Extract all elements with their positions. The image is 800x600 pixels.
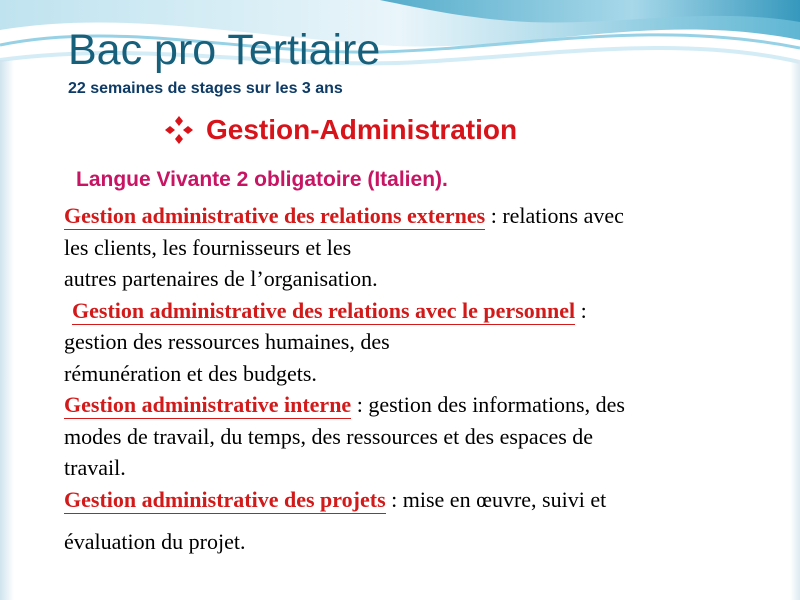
item-title: Gestion administrative interne [64, 392, 352, 417]
section-heading-text: Gestion-Administration [206, 114, 518, 145]
diamond-bullet-icon [164, 115, 194, 145]
right-edge-shade [790, 60, 800, 600]
item-4-line-2: évaluation du projet. [64, 529, 246, 554]
left-edge-shade [0, 60, 14, 600]
item-title: Gestion administrative des relations externes [64, 203, 486, 228]
item-text: : mise en œuvre, suivi et [385, 486, 607, 512]
item-1-line-3: autres partenaires de l’organisation. [64, 266, 378, 291]
item-text: : [575, 297, 587, 323]
item-1-line-2: les clients, les fournisseurs et les [64, 234, 352, 260]
item-text: : relations avec [485, 203, 624, 228]
item-3-line-1 [64, 389, 764, 421]
slide-subtitle: 22 semaines de stages sur les 3 ans [68, 80, 343, 97]
item-title: Gestion administrative des relations avec le personnel [72, 297, 576, 323]
item-2-line-1 [64, 295, 764, 327]
item-3-line-3: travail. [64, 455, 126, 480]
item-3-line-2: modes de travail, du temps, des ressources et des espaces de [64, 423, 594, 449]
item-2-line-3: rémunération et des budgets. [64, 360, 317, 386]
language-requirement: Langue Vivante 2 obligatoire (Italien). [76, 168, 448, 191]
body-text [64, 200, 764, 558]
item-title: Gestion administrative des projets [64, 486, 386, 512]
item-2-line-2: gestion des ressources humaines, des [64, 329, 390, 354]
section-heading [164, 114, 517, 146]
item-1-line-1 [64, 200, 764, 232]
item-4-line-1 [64, 484, 764, 516]
item-text: : gestion des informations, des [351, 392, 625, 417]
slide-title: Bac pro Tertiaire [68, 26, 381, 74]
